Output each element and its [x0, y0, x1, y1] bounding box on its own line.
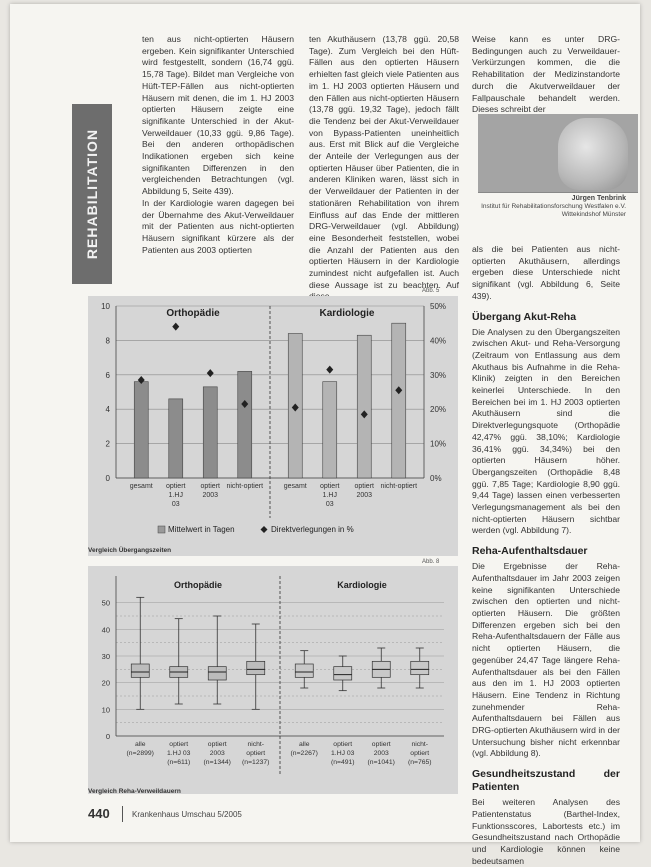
y-tick-label-left: 6 — [105, 370, 110, 380]
bar — [357, 335, 371, 478]
y-tick-label: 30 — [101, 652, 110, 661]
x-tick-label: gesamt — [283, 483, 307, 490]
y-tick-label: 20 — [101, 678, 110, 688]
x-tick-label: 1.HJ 03 — [331, 750, 355, 757]
x-tick-label: alle — [298, 741, 310, 748]
x-tick-label: (n=2899) — [126, 750, 154, 757]
figure-caption: Vergleich Reha-Verweildauern — [88, 788, 181, 795]
x-tick-label: optiert — [333, 741, 353, 748]
x-tick-label: 1.HJ 03 — [167, 750, 191, 757]
x-tick-label: optiert — [207, 741, 227, 748]
author-name: Jürgen Tenbrink — [571, 195, 626, 202]
boxplot-chart-svg — [88, 566, 458, 794]
section-heading: Gesundheitszustand der Patienten — [472, 768, 620, 794]
bar — [392, 323, 406, 478]
bar — [323, 382, 337, 478]
paragraph: ten aus nicht-optierten Häusern ergeben. Kein signifikanter Unterschied wird festgestellt, sondern (16,74 ggü. 15,78 Tage). Bildet man Vergleiche von Hüft-TEP-Fällen aus nicht-optierten Häusern mit denen, die im 1. HJ 2003 optierten Häusern zeigte eine signifikante Unterschied in der Akut-Verweildauer (10,33 ggü. 9,86 Tage). Bei den anderen orthopädischen Indikationen ergeben sich keine signifikanten Differenzen in den vergleichenden Betrachtungen (vgl. Abbildung 5, Seite 439). — [142, 34, 294, 197]
x-tick-label: optiert — [166, 483, 186, 490]
panel-title: Orthopädie — [166, 308, 220, 319]
x-tick-label: optiert — [354, 483, 374, 490]
box — [295, 664, 313, 677]
y-tick-label-right: 40% — [430, 336, 447, 346]
section-sidebar — [72, 104, 112, 284]
x-tick-label: 2003 — [373, 750, 389, 757]
x-tick-label: 1.HJ — [168, 492, 183, 499]
x-tick-label: (n=765) — [407, 759, 432, 766]
box — [411, 661, 429, 674]
y-tick-label-right: 50% — [430, 302, 447, 311]
portrait-image — [558, 118, 628, 190]
y-tick-label-left: 8 — [105, 336, 110, 346]
author-caption — [478, 195, 626, 219]
x-tick-label: alle — [134, 741, 146, 748]
y-tick-label: 50 — [101, 598, 110, 608]
x-tick-label: nicht-optiert — [380, 483, 418, 490]
y-tick-label-left: 10 — [101, 302, 110, 311]
magazine-page — [10, 4, 640, 866]
publication-name: Krankenhaus Umschau 5/2005 — [132, 810, 242, 819]
section-heading: Reha-Aufenthaltsdauer — [472, 545, 588, 558]
box — [131, 664, 149, 677]
footer-divider — [122, 806, 123, 822]
y-tick-label-left: 2 — [105, 439, 110, 449]
y-tick-label: 40 — [101, 625, 110, 635]
text-column-1 — [142, 34, 294, 256]
x-tick-label: 2003 — [356, 492, 373, 499]
bar — [238, 371, 252, 478]
x-tick-label: 2003 — [209, 750, 225, 757]
x-tick-label: gesamt — [129, 483, 153, 490]
y-tick-label-right: 10% — [430, 439, 447, 449]
x-tick-label: (n=611) — [167, 759, 191, 766]
x-tick-label: (n=1041) — [367, 759, 395, 766]
legend-label-diamond: Direktverlegungen in % — [271, 525, 354, 534]
x-tick-label: 03 — [325, 501, 334, 508]
paragraph: Die Ergebnisse der Reha-Aufenthaltsdauer im Jahr 2003 zeigen keine signifikanten Unterschiede zwischen den optierten und nicht-optierten Häusern. Die größten Differenzen ergeben sich bei den Reha-Aufenthaltsdauern der Fälle aus nicht optierten Häusern, die gegenüber 24,47 Tage längere Reha-Aufenthaltsdauer als bei den Fällen aus den im 1. HJ 2003 optierten Häusern. Eine Tendenz in Richtung zunehmender Reha-Aufenthaltsdauern bei Fällen aus DRG-optierten Akuthäusern wird in der Untersuchung bisher nicht erkennbar (vgl. Abbildung 8). — [472, 561, 620, 759]
x-tick-label: (n=1237) — [242, 759, 270, 766]
bar — [169, 399, 183, 478]
panel-title: Orthopädie — [173, 580, 223, 590]
chart-uebergangszeiten — [88, 296, 458, 556]
x-tick-label: (n=2267) — [290, 750, 318, 757]
legend-swatch-diamond — [261, 526, 268, 533]
section-heading: Übergang Akut-Reha — [472, 310, 577, 323]
x-tick-label: optiert — [169, 741, 189, 748]
chart-reha-verweildauern — [88, 566, 458, 794]
author-affiliation: Institut für Rehabilitationsforschung Westfalen e.V. Wittekindshof Münster — [481, 203, 626, 218]
paragraph: In der Kardiologie waren dagegen bei der Übernahme des Akut-Verweildauer mit der Patienten aus nicht-optierten Häusern signifikant kürzere als der Patienten aus 2003 optierten — [142, 197, 294, 255]
paragraph: Die Analysen zu den Übergangszeiten zwischen Akut- und Reha-Versorgung (Zeitraum von Entlassung aus dem Akuthaus bis Aufnahme in die Reha-Klinik) zeigten in den Bereichen keinerlei Unterschiede. In den Bereichen bei im 1. HJ 2003 optierten Akuthäusern sind die Direktverlegungsquote (Orthopädie 42,47% ggü. 38,10%; Kardiologie 36,41% ggü. 34,34%) bei den optierten Häusern höher. Übergangszeiten (Orthopädie 8,48 ggü. 7,85 Tage; Kardiologie 8,90 ggü. 9,44 Tage) lassen einen verbesserten Verlegungsmanagement als bei den nicht-optierten Häusern sichtbar werden (vgl. Abbildung 7). — [472, 326, 620, 536]
bar — [203, 387, 217, 478]
author-photo — [478, 114, 638, 193]
page-number: 440 — [88, 806, 110, 821]
paragraph: Weise kann es unter DRG-Bedingungen auch zu Verweildauer-Verkürzungen kommen, die die Rehabilitation der Medizinstandorte durch die Akutverweildauer der Fallpauschale behandelt werden. Dieses schreibt der — [472, 34, 620, 115]
x-tick-label: optiert — [371, 741, 391, 748]
figure-caption: Vergleich Übergangszeiten — [88, 547, 172, 554]
y-tick-label-right: 20% — [430, 405, 447, 415]
figure-number: Abb. 5 — [422, 288, 440, 294]
bar-chart-svg — [88, 296, 458, 556]
y-tick-label-right: 0% — [430, 474, 442, 483]
legend-label-bar: Mittelwert in Tagen — [168, 525, 235, 534]
x-tick-label: nicht- — [411, 741, 429, 748]
x-tick-label: 03 — [171, 501, 180, 508]
x-tick-label: optiert — [200, 483, 220, 490]
y-tick-label: 10 — [101, 705, 110, 715]
y-tick-label-left: 4 — [105, 405, 110, 415]
x-tick-label: (n=491) — [330, 759, 355, 766]
diamond-marker — [326, 366, 333, 374]
x-tick-label: nicht- — [247, 741, 265, 748]
box — [208, 667, 226, 680]
paragraph: Bei weiteren Analysen des Patientenstatus (Barthel-Index, Funktionsscores, Labortests etc.) im Gesundheitszustand nach Orthopädie und Kardiologie können keine bedeutsamen — [472, 797, 620, 866]
box — [247, 661, 265, 674]
paragraph: als die bei Patienten aus nicht-optierten Akuthäusern, allerdings ergeben diese Unterschiede nicht signifikant (vgl. Abbildung 6, Seite 439). — [472, 244, 620, 301]
paragraph: ten Akuthäusern (13,78 ggü. 20,58 Tage). Zum Vergleich bei den Hüft-Fällen aus den optierten Häusern erhielten fast gleich viele Patienten aus im 1. HJ 2003 optierten Häusern und den Fällen aus nicht-optierten Häusern (13,78 ggü. 19,32 Tage), jedoch fällt die Tendenz bei der Akut-Verweildauer von Bypass-Patienten uneinheitlich aus. Erst mit Blick auf die Vergleiche der Anteile der Verlegungen aus der optierten Häuser über Patienten, die in anderen Kliniken waren, lässt sich in der Verweildauer der Patienten in der stationären Rehabilitation von ihrem Einfluss auf das Ende der mittleren DRG-Verweildauer (vgl. Abbildung) eine Besonderheit feststellen, wobei die Anzahl der Patienten aus den optierten Häusern in der Kardiologie zumindest nicht aufgefallen ist. Auch diese Aussage ist zu beachten. Auf — [309, 34, 459, 290]
section-label: REHABILITATION — [84, 128, 100, 260]
x-tick-label: optiert — [320, 483, 340, 490]
panel-title: Kardiologie — [319, 308, 375, 319]
page-footer — [88, 806, 608, 826]
text-column-3-top — [472, 34, 620, 116]
x-tick-label: optiert — [410, 750, 430, 757]
y-tick-label-left: 0 — [105, 474, 110, 483]
diamond-marker — [172, 323, 179, 331]
diamond-marker — [207, 369, 214, 377]
x-tick-label: nicht-optiert — [226, 483, 264, 490]
text-column-3-bottom — [472, 244, 620, 867]
text-column-2 — [309, 34, 459, 303]
y-tick-label-right: 30% — [430, 370, 447, 380]
bar — [134, 382, 148, 478]
x-tick-label: 2003 — [202, 492, 219, 499]
panel-title: Kardiologie — [337, 580, 387, 590]
x-tick-label: (n=1344) — [203, 759, 231, 766]
y-tick-label: 0 — [105, 732, 110, 741]
x-tick-label: optiert — [246, 750, 266, 757]
x-tick-label: 1.HJ — [322, 492, 337, 499]
figure-number: Abb. 8 — [422, 559, 440, 565]
legend-swatch-bar — [158, 526, 165, 533]
box — [334, 667, 352, 680]
